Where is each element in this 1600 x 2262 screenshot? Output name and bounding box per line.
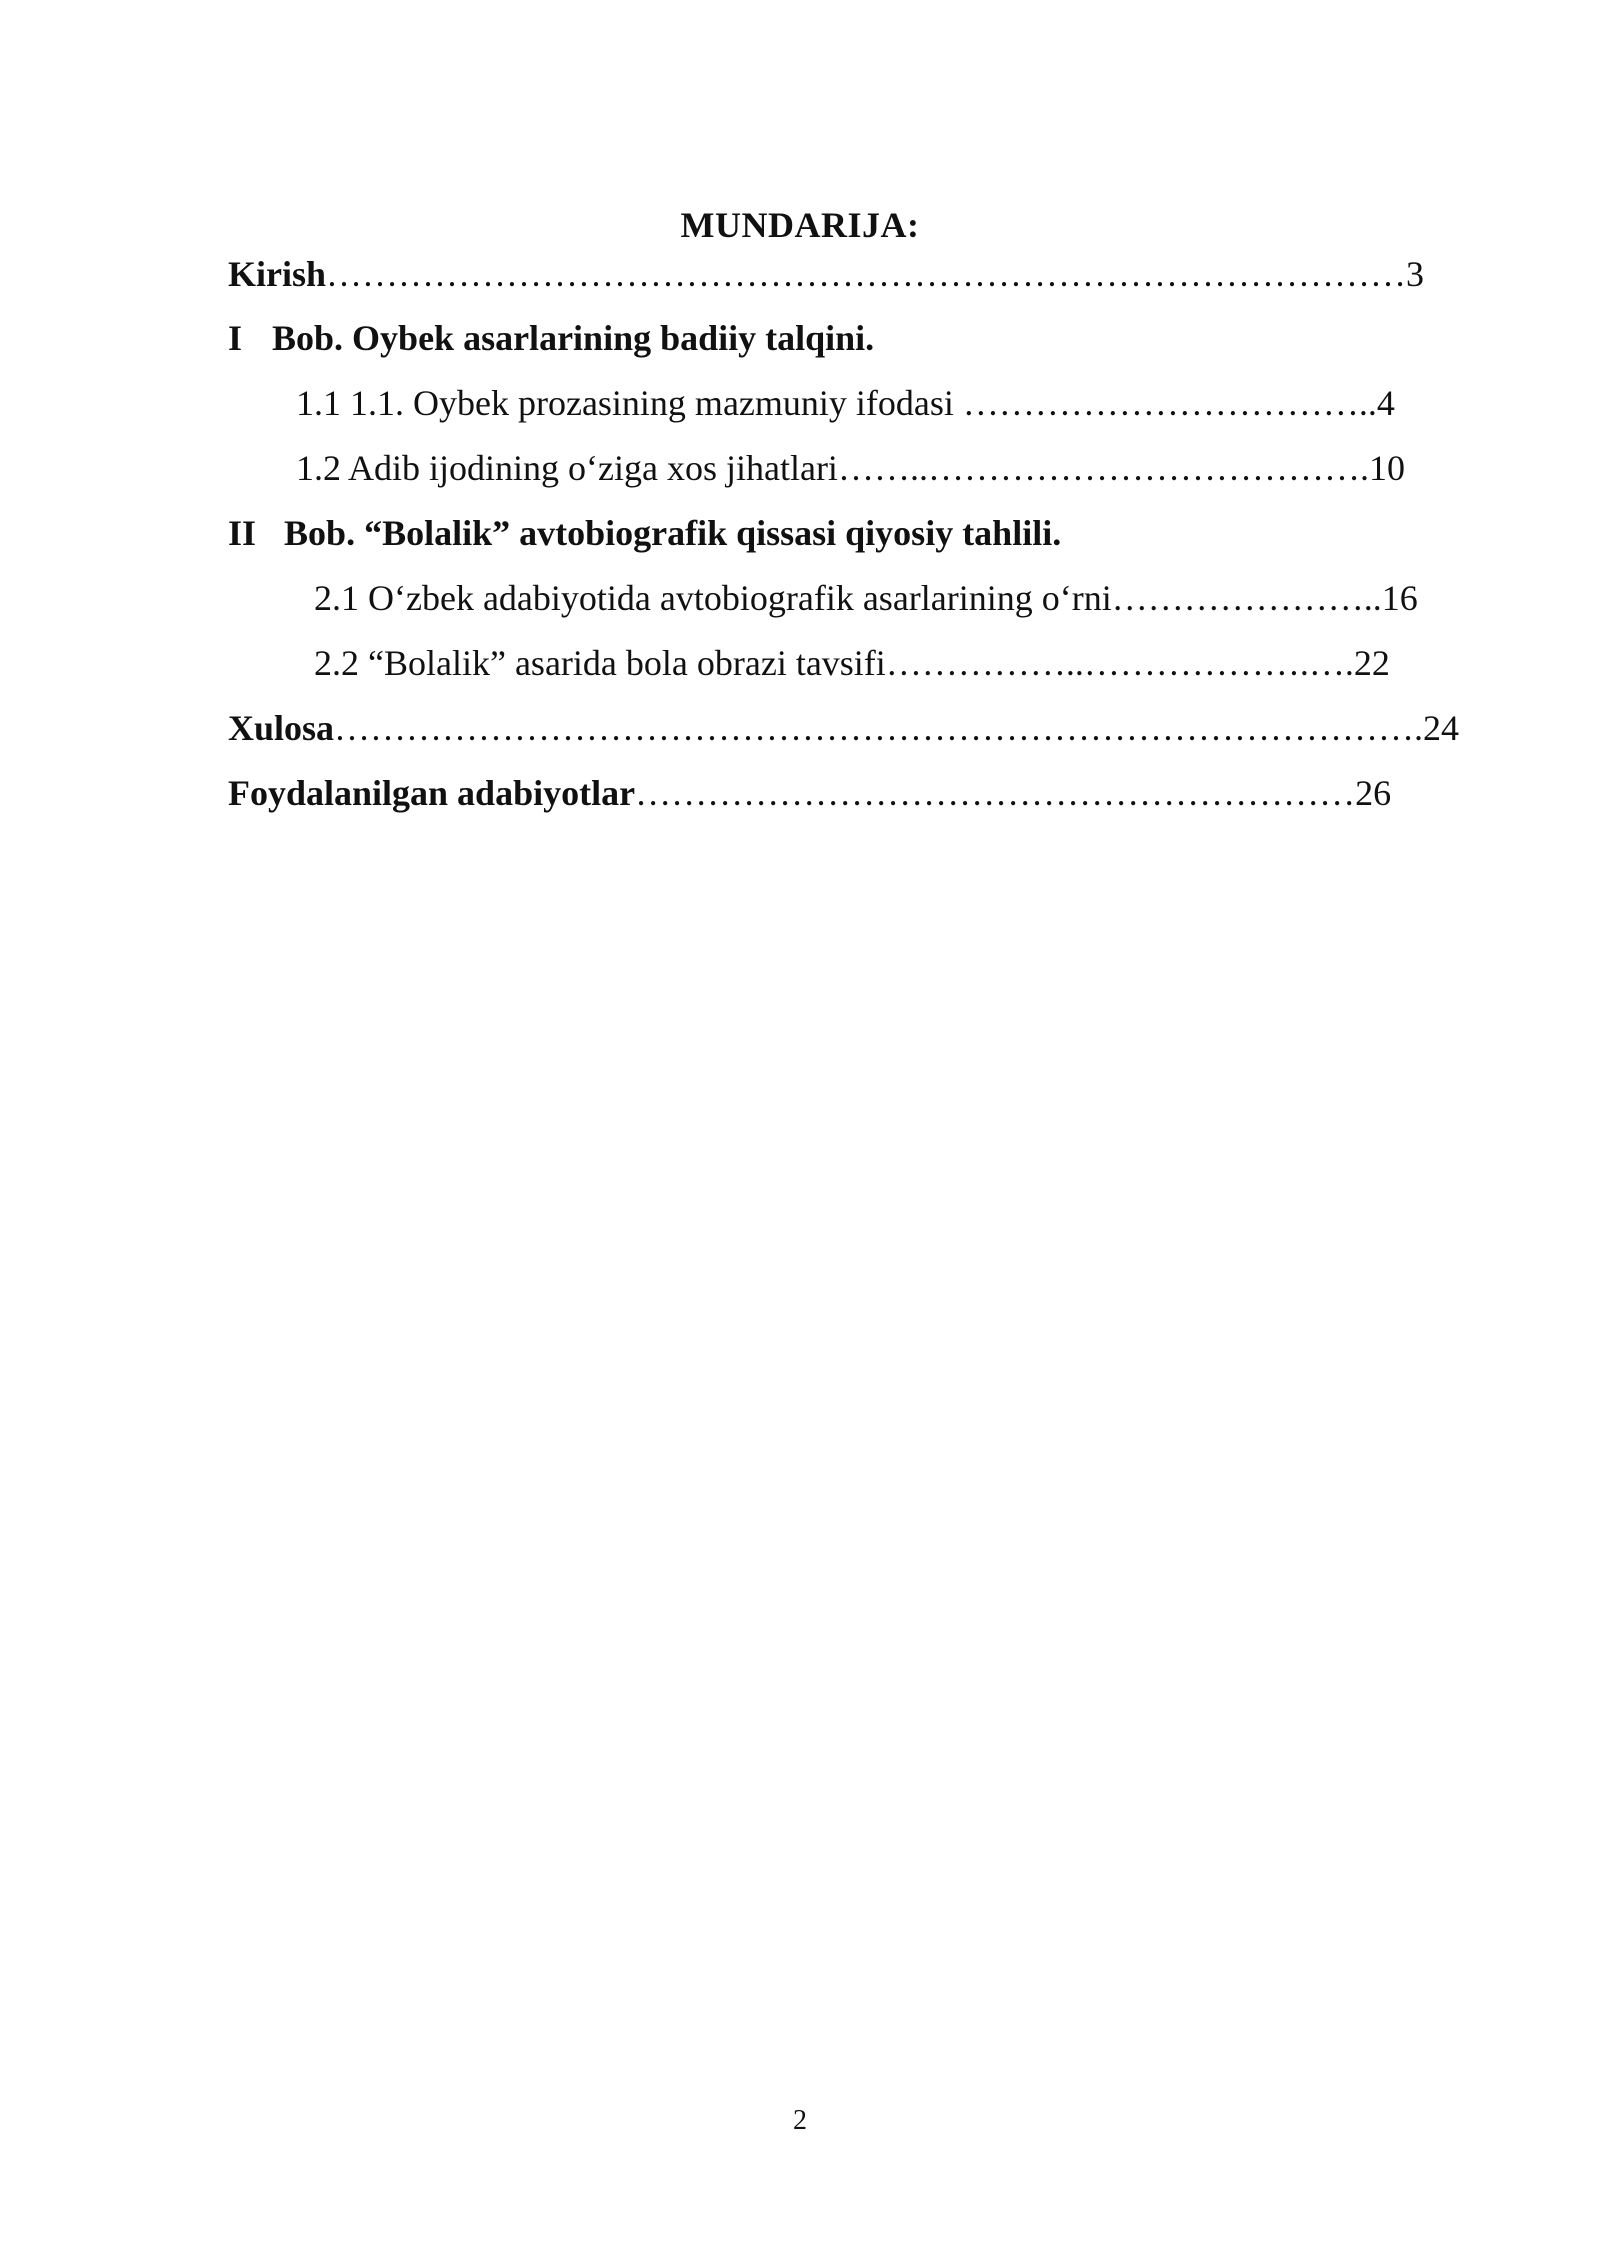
toc-page-number: 10 — [1368, 448, 1405, 488]
toc-entry-label: Kirish — [228, 254, 327, 294]
chapter-title: Bob. “Bolalik” avtobiografik qissasi qiyosiy tahlili. — [284, 513, 1062, 553]
chapter-number: II — [228, 513, 257, 553]
toc-entry-1-1 — [296, 381, 1395, 425]
chapter-title: Bob. Oybek asarlarining badiiy talqini. — [272, 318, 875, 358]
toc-leader-dots: ……..………………………………. — [837, 448, 1369, 488]
toc-entry-label: 1.2 Adib ijodining o‘ziga xos jihatlari — [296, 448, 838, 488]
toc-page-number: 22 — [1353, 643, 1390, 683]
chapter-number: I — [228, 318, 243, 358]
toc-entry-label: 2.2 “Bolalik” asarida bola obrazi tavsifi — [314, 643, 886, 683]
toc-leader-dots: …………………………….. — [962, 383, 1377, 423]
toc-leader-dots: ……………………………………………………………………………… — [326, 254, 1407, 294]
toc-entry-label: Xulosa — [228, 708, 335, 748]
toc-page-number: 3 — [1406, 254, 1425, 294]
toc-title: MUNDARIJA: — [680, 205, 920, 245]
toc-leader-dots: ……………..……………….…. — [885, 643, 1354, 683]
toc-leader-dots: ………………….. — [1111, 578, 1382, 618]
toc-leader-dots: ………………………………………………………………………………. — [334, 708, 1424, 748]
toc-page-number: 24 — [1423, 708, 1460, 748]
toc-entry-label: 2.1 O‘zbek adabiyotida avtobiografik asarlarining o‘rni — [314, 578, 1112, 618]
toc-page-number: 4 — [1376, 383, 1395, 423]
toc-entry-2-1 — [314, 576, 1418, 620]
page-number: 2 — [793, 2105, 807, 2136]
toc-entry-1-2 — [296, 446, 1405, 490]
toc-entry-2-2 — [314, 641, 1390, 685]
toc-chapter-1 — [228, 316, 874, 360]
toc-entry-label: 1.1 1.1. Oybek prozasining mazmuniy ifodasi — [296, 383, 963, 423]
toc-entry-foydalanilgan-adabiyotlar — [228, 771, 1391, 815]
toc-entry-label: Foydalanilgan adabiyotlar — [228, 773, 636, 813]
toc-chapter-2 — [228, 511, 1061, 555]
toc-entry-xulosa — [228, 706, 1459, 750]
toc-entry-kirish — [228, 252, 1424, 296]
toc-leader-dots: …………………………………………………… — [635, 773, 1356, 813]
toc-page-number: 26 — [1355, 773, 1392, 813]
toc-page-number: 16 — [1381, 578, 1418, 618]
